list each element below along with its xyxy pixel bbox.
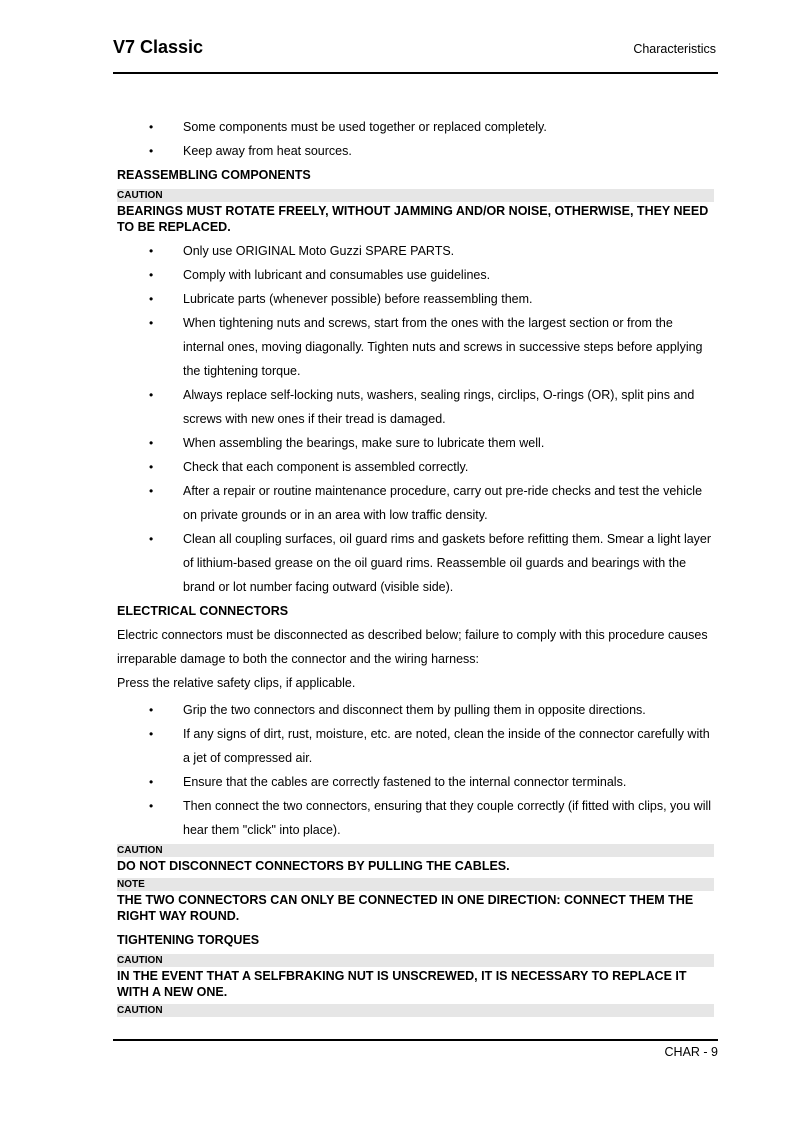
press-instruction: Press the relative safety clips, if applicable. <box>117 676 356 690</box>
intro-bullet-list <box>117 115 714 163</box>
list-item: • Ensure that the cables are correctly fastened to the internal connector terminals. <box>117 770 714 794</box>
list-item: • Always replace self-locking nuts, washers, sealing rings, circlips, O-rings (OR), split pins and screws with new ones if their tread is damaged. <box>117 383 714 431</box>
page-number: CHAR - 9 <box>664 1045 718 1059</box>
caution-label: CAUTION <box>117 189 714 202</box>
caution-label: CAUTION <box>117 1004 714 1017</box>
page-footer <box>113 1039 718 1059</box>
list-item: • Then connect the two connectors, ensuring that they couple correctly (if fitted with clips, you will hear them "click" into place). <box>117 794 714 842</box>
page-header <box>113 34 718 74</box>
bullet-icon: • <box>149 244 154 258</box>
list-item: • Clean all coupling surfaces, oil guard rims and gaskets before refitting them. Smear a light layer of lithium-based grease on the oil guard rims. Reassemble oil guards and bearings with the brand or lot number facing outward (visible side). <box>117 527 714 599</box>
section-heading-electrical: ELECTRICAL CONNECTORS <box>117 604 289 618</box>
note-text: THE TWO CONNECTORS CAN ONLY BE CONNECTED IN ONE DIRECTION: CONNECT THEM THE RIGHT WAY ROUND. <box>117 893 694 923</box>
page-content <box>117 115 714 1017</box>
bullet-icon: • <box>149 460 154 474</box>
bullet-icon: • <box>149 703 154 717</box>
bullet-icon: • <box>149 532 154 546</box>
bullet-icon: • <box>149 292 154 306</box>
list-item: • Some components must be used together or replaced completely. <box>117 115 714 139</box>
list-item: • Check that each component is assembled correctly. <box>117 455 714 479</box>
list-item: • Keep away from heat sources. <box>117 139 714 163</box>
caution-text: IN THE EVENT THAT A SELFBRAKING NUT IS UNSCREWED, IT IS NECESSARY TO REPLACE IT WITH A NEW ONE. <box>117 969 687 999</box>
caution-label: CAUTION <box>117 954 714 967</box>
list-item: • After a repair or routine maintenance procedure, carry out pre-ride checks and test the vehicle on private grounds or in an area with low traffic density. <box>117 479 714 527</box>
bullet-icon: • <box>149 775 154 789</box>
document-title: V7 Classic <box>113 37 204 57</box>
bullet-icon: • <box>149 268 154 282</box>
section-heading-reassembling: REASSEMBLING COMPONENTS <box>117 168 311 182</box>
reassembling-bullet-list <box>117 239 714 599</box>
electrical-paragraph: Electric connectors must be disconnected as described below; failure to comply with this procedure causes irreparable damage to both the connector and the wiring harness: <box>117 628 708 666</box>
caution-text: DO NOT DISCONNECT CONNECTORS BY PULLING THE CABLES. <box>117 859 510 873</box>
list-item: • Comply with lubricant and consumables use guidelines. <box>117 263 714 287</box>
bullet-icon: • <box>149 727 154 741</box>
caution-label: CAUTION <box>117 844 714 857</box>
note-label: NOTE <box>117 878 714 891</box>
caution-text: BEARINGS MUST ROTATE FREELY, WITHOUT JAMMING AND/OR NOISE, OTHERWISE, THEY NEED TO BE REPLACED. <box>117 204 709 234</box>
list-item: • When assembling the bearings, make sure to lubricate them well. <box>117 431 714 455</box>
electrical-bullet-list <box>117 698 714 842</box>
bullet-icon: • <box>149 388 154 402</box>
list-item: • Grip the two connectors and disconnect them by pulling them in opposite directions. <box>117 698 714 722</box>
bullet-icon: • <box>149 799 154 813</box>
bullet-icon: • <box>149 316 154 330</box>
section-heading-tightening: TIGHTENING TORQUES <box>117 933 260 947</box>
bullet-icon: • <box>149 144 154 158</box>
list-item: • When tightening nuts and screws, start from the ones with the largest section or from the internal ones, moving diagonally. Tighten nuts and screws in successive steps before applying the tightening torque. <box>117 311 714 383</box>
list-item: • Lubricate parts (whenever possible) before reassembling them. <box>117 287 714 311</box>
list-item: • If any signs of dirt, rust, moisture, etc. are noted, clean the inside of the connector carefully with a jet of compressed air. <box>117 722 714 770</box>
bullet-icon: • <box>149 436 154 450</box>
bullet-icon: • <box>149 120 154 134</box>
list-item: • Only use ORIGINAL Moto Guzzi SPARE PARTS. <box>117 239 714 263</box>
bullet-icon: • <box>149 484 154 498</box>
section-name: Characteristics <box>633 42 716 56</box>
